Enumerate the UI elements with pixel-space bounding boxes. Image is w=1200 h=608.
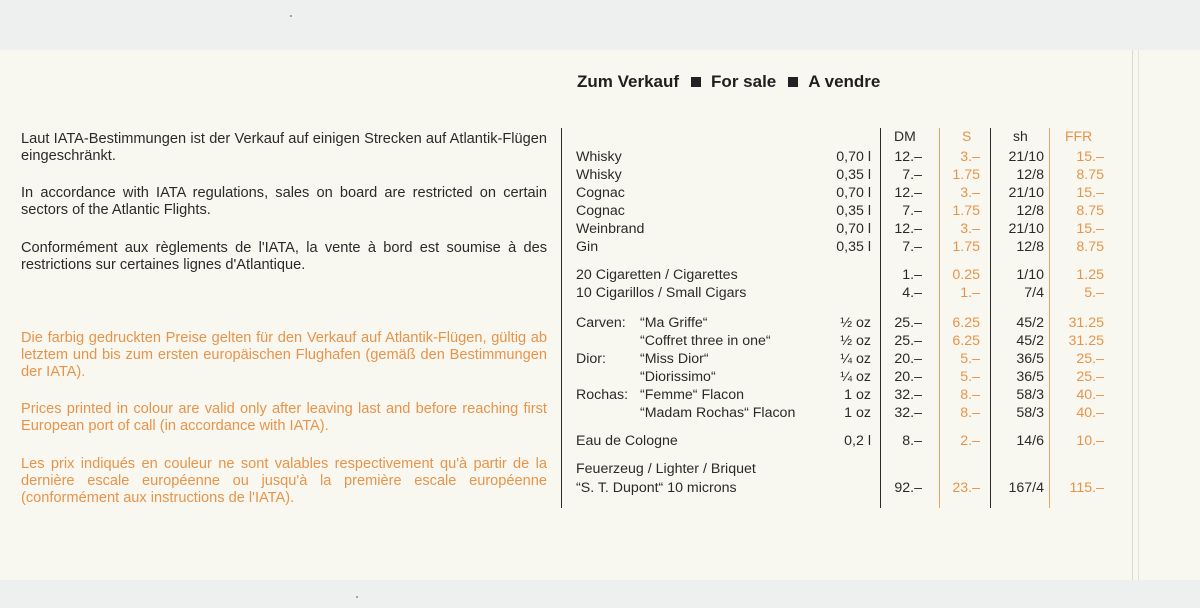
price-ffr: 40.–: [1076, 405, 1104, 421]
item-quantity: ¼ oz: [840, 369, 871, 385]
item-quantity: ½ oz: [840, 333, 871, 349]
item-name: 20 Cigaretten / Cigarettes: [576, 267, 738, 283]
price-ffr: 31.25: [1068, 333, 1104, 349]
item-quantity: 0,35 l: [836, 239, 871, 255]
column-divider: [990, 128, 991, 508]
item-name: Gin: [576, 239, 599, 255]
column-divider: [880, 128, 881, 508]
price-dm: 4.–: [902, 285, 922, 301]
square-bullet-icon: [788, 77, 798, 87]
price-dm: 32.–: [894, 387, 922, 403]
item-name: Whisky: [576, 149, 622, 165]
price-ffr: 8.75: [1076, 239, 1104, 255]
column-divider: [1049, 128, 1050, 508]
price-s: 6.25: [952, 315, 980, 331]
intro-de: Laut IATA-Bestimmungen ist der Verkauf auf einigen Strecken auf Atlantik-Flügen eingeschränkt.: [21, 131, 547, 164]
item-brand: Rochas:: [576, 387, 629, 403]
price-ffr: 1.25: [1076, 267, 1104, 283]
price-ffr: 25.–: [1076, 351, 1104, 367]
item-name: Feuerzeug / Lighter / Briquet: [576, 461, 756, 477]
price-dm: 25.–: [894, 333, 922, 349]
price-ffr: 8.75: [1076, 167, 1104, 183]
item-name: “Coffret three in one“: [640, 333, 771, 349]
price-sh: 1/10: [1016, 267, 1044, 283]
price-ffr: 5.–: [1084, 285, 1104, 301]
price-s: 3.–: [960, 221, 980, 237]
item-name: 10 Cigarillos / Small Cigars: [576, 285, 747, 301]
price-ffr: 15.–: [1076, 221, 1104, 237]
item-name: “S. T. Dupont“ 10 microns: [576, 480, 737, 496]
price-ffr: 25.–: [1076, 369, 1104, 385]
price-ffr: 10.–: [1076, 433, 1104, 449]
price-ffr: 15.–: [1076, 149, 1104, 165]
table-divider: [561, 128, 562, 508]
item-brand: Carven:: [576, 315, 626, 331]
price-s: 5.–: [960, 369, 980, 385]
price-s: 23.–: [952, 480, 980, 496]
item-quantity: 1 oz: [844, 387, 871, 403]
fold-line: [1138, 50, 1139, 580]
fold-line: [1132, 50, 1133, 580]
square-bullet-icon: [691, 77, 701, 87]
item-name: Whisky: [576, 167, 622, 183]
price-dm: 25.–: [894, 315, 922, 331]
price-s: 5.–: [960, 351, 980, 367]
price-sh: 12/8: [1016, 239, 1044, 255]
colour-note-en: Prices printed in colour are valid only after leaving last and before reaching first European port of call (in accordance with IATA).: [21, 401, 547, 434]
colour-note-de: Die farbig gedruckten Preise gelten für den Verkauf auf Atlantik-Flügen, gültig ab letztem und bis zum ersten europäischen Flughafen (gemäß den Bestimmungen der IATA).: [21, 330, 547, 380]
price-s: 1.75: [952, 203, 980, 219]
price-dm: 7.–: [902, 167, 922, 183]
price-ffr: 15.–: [1076, 185, 1104, 201]
price-dm: 12.–: [894, 221, 922, 237]
price-sh: 12/8: [1016, 203, 1044, 219]
item-name: “Femme“ Flacon: [640, 387, 745, 403]
price-ffr: 115.–: [1069, 480, 1104, 496]
price-dm: 20.–: [894, 351, 922, 367]
price-dm: 12.–: [894, 185, 922, 201]
item-quantity: 0,70 l: [836, 221, 871, 237]
column-header-dm: DM: [894, 128, 916, 144]
price-sh: 45/2: [1016, 315, 1044, 331]
price-sh: 36/5: [1016, 369, 1044, 385]
page-heading: [577, 72, 880, 92]
price-ffr: 31.25: [1068, 315, 1104, 331]
price-dm: 7.–: [902, 239, 922, 255]
price-sh: 12/8: [1016, 167, 1044, 183]
price-dm: 32.–: [894, 405, 922, 421]
price-s: 8.–: [960, 387, 980, 403]
price-ffr: 40.–: [1076, 387, 1104, 403]
item-quantity: 0,35 l: [836, 167, 871, 183]
item-name: “Diorissimo“: [640, 369, 716, 385]
item-name: Cognac: [576, 185, 625, 201]
price-s: 3.–: [960, 149, 980, 165]
item-name: Cognac: [576, 203, 625, 219]
price-dm: 20.–: [894, 369, 922, 385]
item-name: “Ma Griffe“: [640, 315, 708, 331]
heading-fr: A vendre: [808, 72, 881, 91]
item-name: “Madam Rochas“ Flacon: [640, 405, 796, 421]
item-quantity: 0,70 l: [836, 149, 871, 165]
paper-speck: [290, 15, 292, 17]
price-sh: 21/10: [1008, 185, 1044, 201]
item-quantity: ½ oz: [840, 315, 871, 331]
price-s: 1.–: [960, 285, 980, 301]
price-sh: 36/5: [1016, 351, 1044, 367]
price-s: 3.–: [960, 185, 980, 201]
item-quantity: 0,70 l: [836, 185, 871, 201]
heading-en: For sale: [711, 72, 777, 91]
item-quantity: 1 oz: [844, 405, 871, 421]
price-dm: 1.–: [902, 267, 922, 283]
paper-speck: [356, 596, 358, 598]
price-s: 0.25: [952, 267, 980, 283]
item-quantity: ¼ oz: [840, 351, 871, 367]
price-sh: 21/10: [1008, 221, 1044, 237]
price-s: 6.25: [952, 333, 980, 349]
item-name: Eau de Cologne: [576, 433, 678, 449]
price-sh: 58/3: [1016, 387, 1044, 403]
price-s: 8.–: [960, 405, 980, 421]
price-dm: 12.–: [894, 149, 922, 165]
price-sh: 167/4: [1008, 480, 1044, 496]
intro-en: In accordance with IATA regulations, sales on board are restricted on certain sectors of the Atlantic Flights.: [21, 185, 547, 218]
column-header-s: S: [962, 128, 972, 144]
column-header-sh: sh: [1013, 128, 1028, 144]
colour-note-fr: Les prix indiqués en couleur ne sont valables respectivement qu'à partir de la dernière escale européenne ou jusqu'à la première escale européenne (conformément aux instructions de l'IATA).: [21, 456, 547, 506]
price-s: 1.75: [952, 167, 980, 183]
price-ffr: 8.75: [1076, 203, 1104, 219]
column-divider: [939, 128, 940, 508]
price-sh: 58/3: [1016, 405, 1044, 421]
item-name: Weinbrand: [576, 221, 645, 237]
item-brand: Dior:: [576, 351, 606, 367]
intro-fr: Conformément aux règlements de l'IATA, la vente à bord est soumise à des restrictions sur certaines lignes d'Atlantique.: [21, 240, 547, 273]
heading-de: Zum Verkauf: [577, 72, 680, 91]
price-s: 2.–: [960, 433, 980, 449]
column-header-ffr: FFR: [1065, 128, 1093, 144]
item-quantity: 0,35 l: [836, 203, 871, 219]
price-sh: 14/6: [1016, 433, 1044, 449]
price-dm: 8.–: [902, 433, 922, 449]
price-dm: 7.–: [902, 203, 922, 219]
item-quantity: 0,2 l: [844, 433, 871, 449]
price-dm: 92.–: [894, 480, 922, 496]
price-sh: 45/2: [1016, 333, 1044, 349]
price-s: 1.75: [952, 239, 980, 255]
price-sh: 7/4: [1024, 285, 1044, 301]
item-name: “Miss Dior“: [640, 351, 709, 367]
price-sh: 21/10: [1008, 149, 1044, 165]
